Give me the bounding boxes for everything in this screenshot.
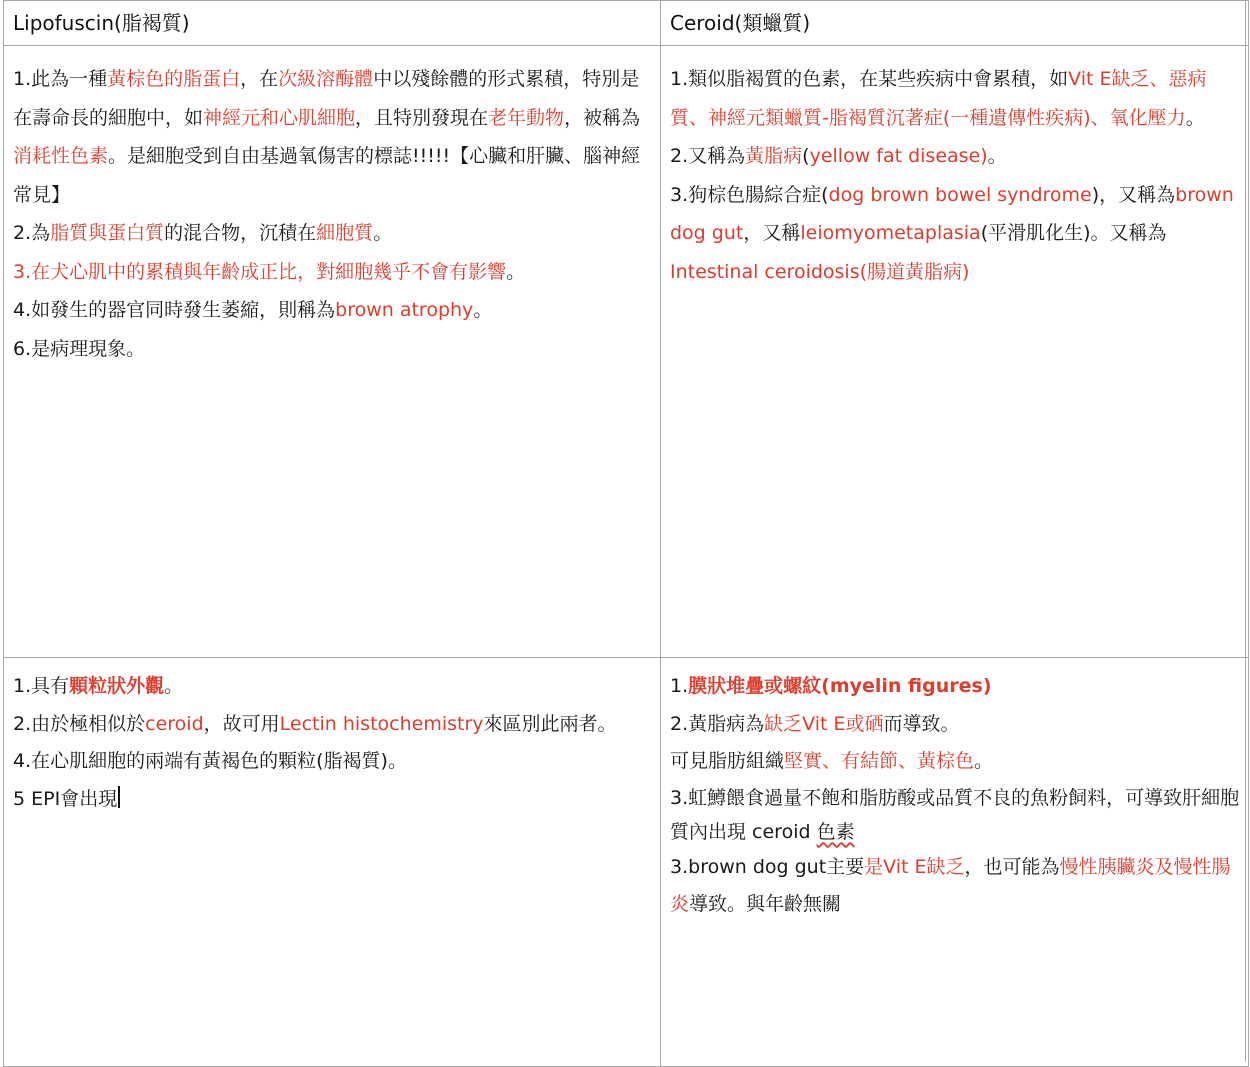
highlighted-text: ceroid xyxy=(145,712,204,735)
text-run: 3.brown dog gut主要 xyxy=(670,855,865,878)
highlighted-text: Vit E缺乏、惡病質、神經元類蠟質-脂褐質沉著症(一種遺傳性疾病)、氧化壓力 xyxy=(670,68,1207,129)
text-run: 導致。與年齡無關 xyxy=(689,893,842,915)
text-run: 。 xyxy=(164,675,184,697)
highlighted-text: leiomyometaplasia xyxy=(800,222,981,244)
header-title-ceroid: Ceroid(類蠟質) xyxy=(670,11,811,35)
text-run: 的混合物，沉積在 xyxy=(164,222,317,244)
highlighted-text: 顆粒狀外觀 xyxy=(69,675,165,697)
text-run: 而導致。 xyxy=(883,712,960,735)
text-run: 2.又稱為 xyxy=(670,145,746,167)
text-run: 中以殘餘體的形式累積，特別是在壽命長的細胞中，如 xyxy=(13,68,640,129)
text-run: ，也可能為 xyxy=(964,855,1060,878)
text-run: ，被稱為 xyxy=(564,106,641,129)
highlighted-text: 慢性胰臟炎及慢性腸炎 xyxy=(670,855,1231,915)
text-run: ，在 xyxy=(240,68,279,90)
text-run: 4.如發生的器官同時發生萎縮，則稱為 xyxy=(13,299,336,321)
highlighted-text: 黃棕色的脂蛋白 xyxy=(107,68,241,90)
highlighted-text: dog brown bowel syndrome xyxy=(828,183,1092,206)
highlighted-text: 神經元和心肌細胞 xyxy=(203,106,356,129)
paragraph xyxy=(670,137,1240,176)
text-run: 。 xyxy=(373,222,393,244)
paragraph xyxy=(13,60,652,214)
text-run: 3.狗棕色腸綜合症( xyxy=(670,183,829,206)
paragraph xyxy=(13,253,652,292)
paragraph xyxy=(670,849,1240,924)
table-header-row xyxy=(4,1,1249,46)
text-run: 可見脂肪組織 xyxy=(670,750,785,772)
paragraph xyxy=(13,330,652,369)
text-run: 。 xyxy=(1185,106,1205,129)
paragraph xyxy=(13,291,652,330)
text-run: ，故可用 xyxy=(203,712,280,735)
highlighted-text: 細胞質 xyxy=(316,222,374,244)
table-row xyxy=(4,658,1249,1067)
highlighted-text: 黃脂病 xyxy=(745,145,803,167)
highlighted-text: 膜狀堆疊或螺紋(myelin figures) xyxy=(688,675,992,697)
text-run: 2.由於極相似於 xyxy=(13,712,146,735)
text-run: ，又稱 xyxy=(743,222,801,244)
highlighted-text: yellow fat disease) xyxy=(809,145,988,167)
paragraph xyxy=(13,214,652,253)
paragraph xyxy=(670,706,1240,744)
highlighted-text: Intestinal ceroidosis(腸道黃脂病) xyxy=(670,260,970,283)
text-run: 1. xyxy=(670,675,689,697)
text-run: 4.在心肌細胞的兩端有黃褐色的顆粒(脂褐質)。 xyxy=(13,750,407,772)
text-run: 。 xyxy=(974,750,994,772)
text-run: 6.是病理現象。 xyxy=(13,337,146,360)
cell-ceroid-features[interactable] xyxy=(661,658,1249,1067)
paragraph xyxy=(670,743,1240,781)
highlighted-text: 堅實、有結節、黃棕色 xyxy=(784,750,975,772)
notes-table xyxy=(3,0,1249,1067)
text-run: 色素 xyxy=(816,820,855,843)
highlighted-text: 次級溶酶體 xyxy=(278,68,374,90)
cell-ceroid-properties[interactable] xyxy=(661,46,1249,658)
text-run: 1.具有 xyxy=(13,675,70,697)
paragraph xyxy=(13,668,652,706)
highlighted-text: brown atrophy xyxy=(335,299,474,321)
highlighted-text: 脂質與蛋白質 xyxy=(50,222,165,244)
paragraph xyxy=(670,176,1240,292)
header-cell-lipofuscin[interactable] xyxy=(4,1,661,46)
cell-lipofuscin-properties[interactable] xyxy=(4,46,661,658)
text-run: 。 xyxy=(987,145,1007,167)
text-run: 。 xyxy=(506,260,526,283)
text-run: 來區別此兩者。 xyxy=(483,712,617,735)
text-run: ，且特別發現在 xyxy=(355,106,489,129)
header-cell-ceroid[interactable] xyxy=(661,1,1249,46)
highlighted-text: 消耗性色素 xyxy=(13,145,109,167)
table-right-border xyxy=(1245,0,1247,1062)
paragraph xyxy=(670,668,1240,706)
text-run: 3.虹鱒餵食過量不飽和脂肪酸或品質不良的魚粉飼料，可導致肝細胞質內出現 ceroid xyxy=(670,786,1240,843)
highlighted-text: 3.在犬心肌中的累積與年齡成正比，對細胞幾乎不會有影響 xyxy=(13,260,507,283)
cell-lipofuscin-features[interactable] xyxy=(4,658,661,1067)
text-run: 2.為 xyxy=(13,222,51,244)
text-cursor xyxy=(118,786,120,808)
text-run: 2.黃脂病為 xyxy=(670,712,765,735)
highlighted-text: brown dog gut xyxy=(670,183,1234,244)
text-run: (平滑肌化生)。又稱為 xyxy=(980,222,1167,244)
text-run: 。是細胞受到自由基過氧傷害的標誌!!!!!【心臟和肝臟、腦神經常見】 xyxy=(13,145,641,206)
highlighted-text: 是Vit E缺乏 xyxy=(864,855,965,878)
highlighted-text: Lectin histochemistry xyxy=(279,712,484,735)
paragraph xyxy=(13,706,652,744)
highlighted-text: 老年動物 xyxy=(488,106,565,129)
paragraph xyxy=(670,781,1240,849)
header-title-lipofuscin: Lipofuscin(脂褐質) xyxy=(13,11,190,35)
text-run: ( xyxy=(802,145,810,167)
table-row xyxy=(4,46,1249,658)
highlighted-text: 缺乏Vit E或硒 xyxy=(764,712,884,735)
text-run: 1.類似脂褐質的色素，在某些疾病中會累積，如 xyxy=(670,68,1069,90)
paragraph xyxy=(13,781,652,819)
text-run: )，又稱為 xyxy=(1091,183,1176,206)
text-run: 5 EPI會出現 xyxy=(13,787,118,810)
paragraph xyxy=(670,60,1240,137)
paragraph xyxy=(13,743,652,781)
text-run: 1.此為一種 xyxy=(13,68,108,90)
text-run: 。 xyxy=(473,299,493,321)
